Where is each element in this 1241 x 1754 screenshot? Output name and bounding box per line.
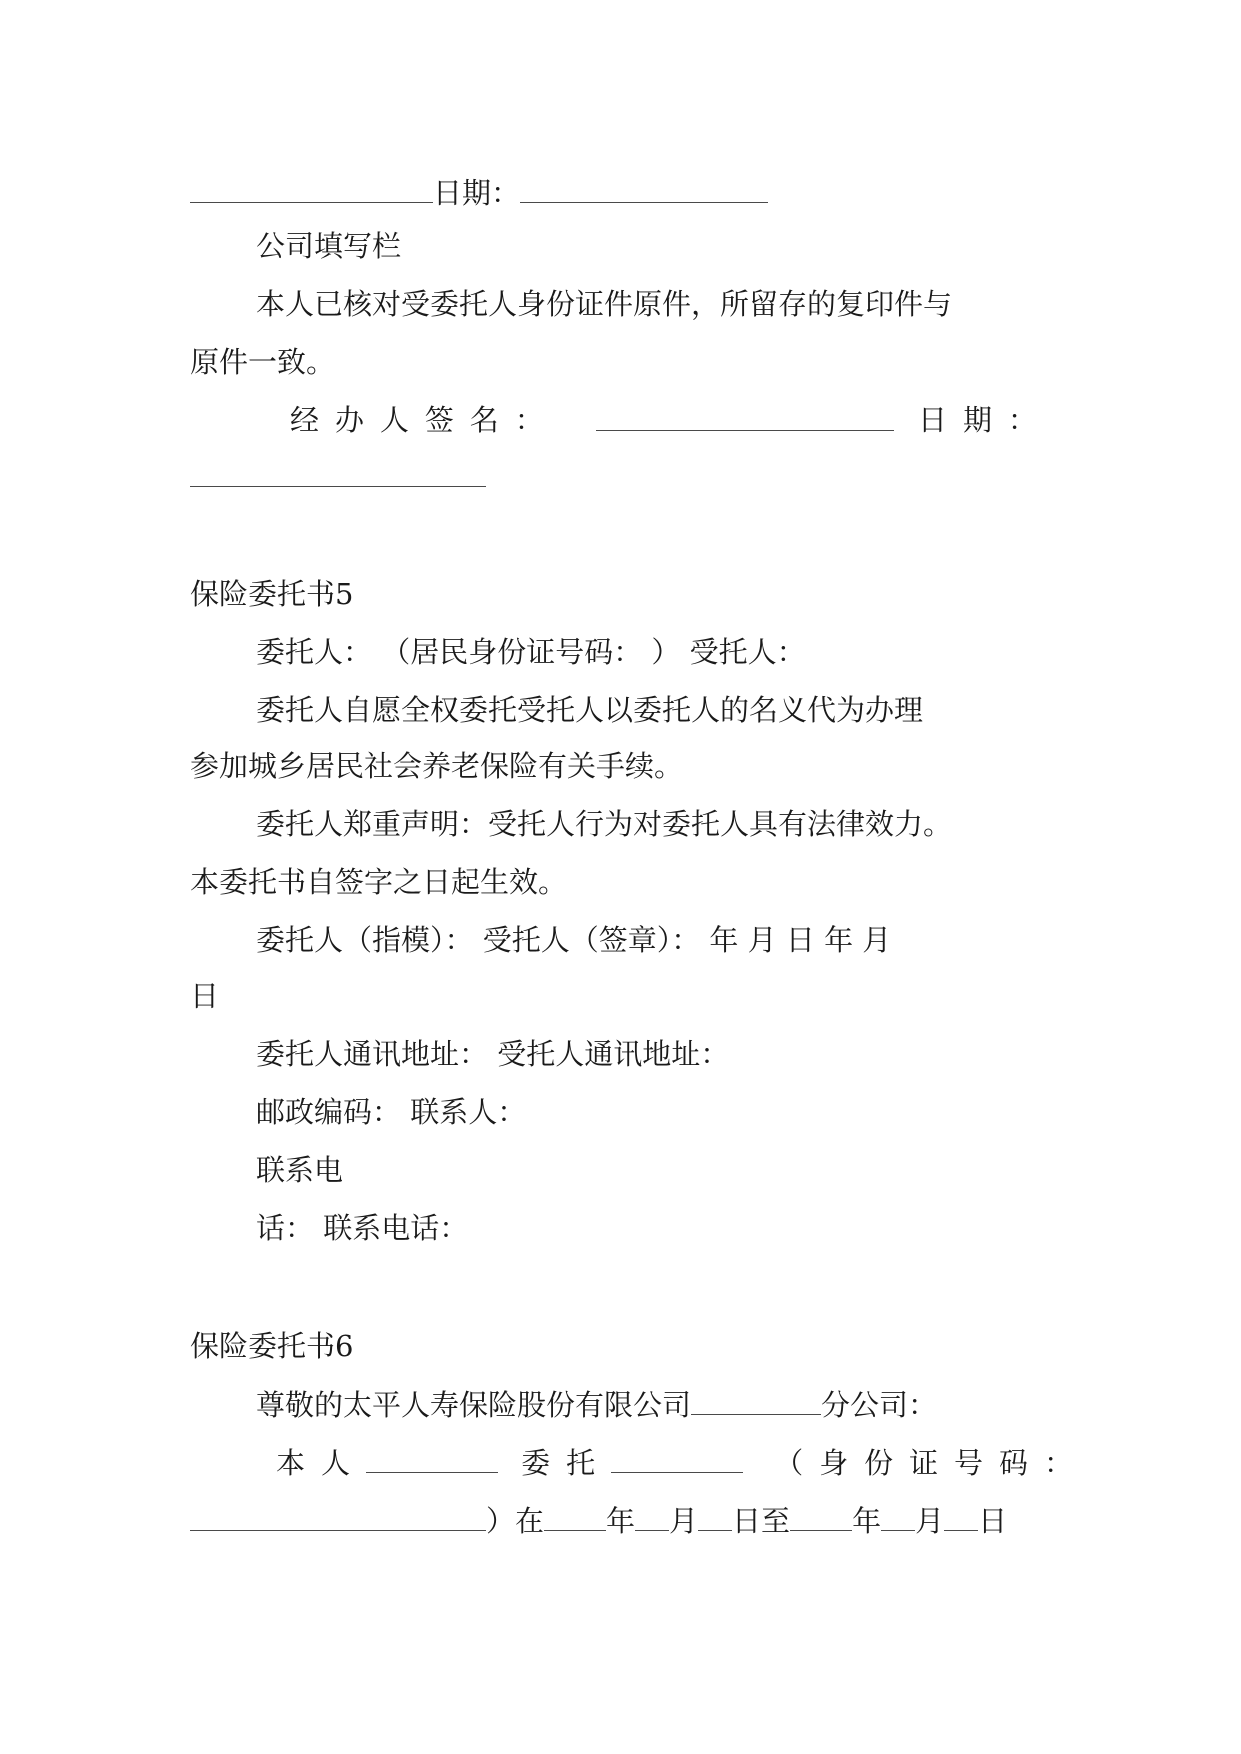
entrust-agent-blank — [611, 1442, 743, 1473]
start-month-blank — [635, 1500, 669, 1531]
section5-body-line1: 委托人自愿全权委托受托人以委托人的名义代为办理 — [256, 693, 924, 727]
handler-date-wrap — [918, 400, 1053, 440]
end-day-label: 日 — [978, 1504, 1008, 1538]
handler-date-label: 日期： — [918, 403, 1053, 437]
verify-text-line1: 本人已核对受委托人身份证件原件，所留存的复印件与 — [256, 287, 953, 321]
start-month-label: 月 — [669, 1504, 699, 1538]
section5-declare-line2: 本委托书自签字之日起生效。 — [190, 865, 568, 899]
section6-salutation-prefix: 尊敬的太平人寿保险股份有限公司 — [256, 1388, 692, 1422]
id-number-label: （身份证号码： — [774, 1446, 1089, 1480]
name-blank — [190, 172, 433, 203]
end-month-label: 月 — [915, 1504, 945, 1538]
company-section-label: 公司填写栏 — [256, 229, 402, 263]
start-day-blank — [698, 1500, 732, 1531]
section5-postcode-line: 邮政编码： 联系人： — [256, 1095, 527, 1129]
handler-sign-label: 经办人签名： — [290, 403, 560, 437]
top-date-blank — [520, 172, 768, 203]
section5-body-line2: 参加城乡居民社会养老保险有关手续。 — [190, 749, 684, 783]
entrust-word: 委托 — [521, 1446, 612, 1480]
section6-period-row — [190, 1500, 1007, 1541]
id-number-blank — [190, 1500, 486, 1531]
section5-address-line: 委托人通讯地址： 受托人通讯地址： — [256, 1037, 730, 1071]
section5-phone-line2: 话： 联系电话： — [256, 1211, 469, 1245]
end-day-blank — [944, 1500, 978, 1531]
end-year-blank — [790, 1500, 852, 1531]
branch-blank — [691, 1384, 821, 1415]
section6-entrust-row — [276, 1442, 1089, 1483]
verify-text-line2: 原件一致。 — [190, 345, 336, 379]
section5-principal-line: 委托人： （居民身份证号码： ） 受托人： — [256, 635, 806, 669]
handler-sign-blank — [596, 400, 894, 431]
section6-salutation-row — [256, 1384, 937, 1425]
start-year-label: 年 — [606, 1504, 636, 1538]
entrust-self-label: 本人 — [276, 1446, 366, 1480]
handler-date-blank — [190, 456, 486, 487]
entrust-self-blank — [366, 1442, 498, 1473]
section5-phone-line1: 联系电 — [256, 1153, 344, 1187]
period-close: ）在 — [486, 1504, 545, 1538]
top-date-label: 日期： — [433, 176, 521, 210]
start-year-blank — [544, 1500, 606, 1531]
end-year-label: 年 — [852, 1504, 882, 1538]
handler-sign-blank-wrap — [596, 400, 894, 441]
handler-date-blank-wrap — [190, 456, 486, 497]
handler-sign-row — [290, 400, 560, 440]
section6-salutation-suffix: 分公司： — [821, 1388, 938, 1422]
section5-title: 保险委托书5 — [190, 577, 354, 611]
top-date-row — [190, 172, 768, 213]
section5-declare-line1: 委托人郑重声明：受托人行为对委托人具有法律效力。 — [256, 807, 953, 841]
section5-sign-line1: 委托人（指模）： 受托人（签章）： 年 月 日 年 月 — [256, 923, 892, 957]
section5-sign-line2: 日 — [190, 979, 220, 1013]
section6-title: 保险委托书6 — [190, 1329, 354, 1363]
end-month-blank — [881, 1500, 915, 1531]
start-day-label: 日至 — [732, 1504, 791, 1538]
